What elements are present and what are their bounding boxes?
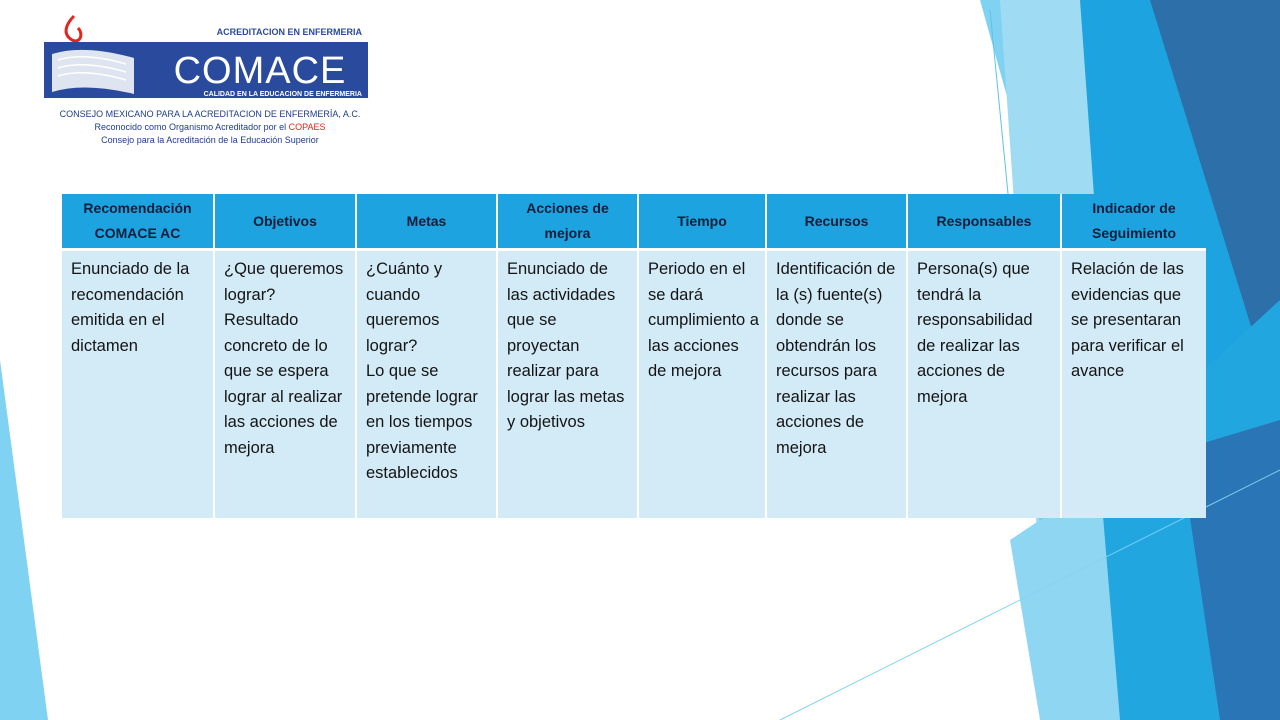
logo-bottom-text: CALIDAD EN LA EDUCACION DE ENFERMERIA bbox=[203, 91, 362, 98]
council-full-name: Consejo para la Acreditación de la Educación Superior bbox=[101, 135, 319, 145]
header-tiempo: Tiempo bbox=[638, 194, 766, 250]
cell-objetivos: ¿Que queremos lograr? Resultado concreto de lo que se espera lograr al realizar las acciones de mejora bbox=[214, 250, 356, 519]
recognition-prefix: Reconocido como Organismo Acreditador por el bbox=[94, 122, 287, 132]
comace-logo bbox=[44, 14, 368, 100]
cell-tiempo: Periodo en el se dará cumplimiento a las acciones de mejora bbox=[638, 250, 766, 519]
header-indicador: Indicador de Seguimiento bbox=[1061, 194, 1206, 250]
header-acciones: Acciones de mejora bbox=[497, 194, 638, 250]
header-metas: Metas bbox=[356, 194, 497, 250]
header-recursos: Recursos bbox=[766, 194, 907, 250]
improvement-plan-table bbox=[62, 194, 1206, 518]
cell-recursos: Identificación de la (s) fuente(s) donde se obtendrán los recursos para realizar las acciones de mejora bbox=[766, 250, 907, 519]
cell-recomendacion: Enunciado de la recomendación emitida en el dictamen bbox=[62, 250, 214, 519]
cell-acciones: Enunciado de las actividades que se proyectan realizar para lograr las metas y objetivos bbox=[497, 250, 638, 519]
copaes-label: COPAES bbox=[288, 122, 326, 132]
logo-top-text: ACREDITACION EN ENFERMERIA bbox=[216, 27, 362, 37]
table-header-row bbox=[62, 194, 1206, 250]
cell-responsables: Persona(s) que tendrá la responsabilidad de realizar las acciones de mejora bbox=[907, 250, 1061, 519]
decor-light-left bbox=[0, 360, 48, 720]
header-responsables: Responsables bbox=[907, 194, 1061, 250]
table-row bbox=[62, 250, 1206, 519]
header-recomendacion: Recomendación COMACE AC bbox=[62, 194, 214, 250]
book-icon bbox=[52, 50, 134, 94]
cell-indicador: Relación de las evidencias que se presentaran para verificar el avance bbox=[1061, 250, 1206, 519]
organization-subtitle bbox=[20, 108, 400, 147]
council-name: CONSEJO MEXICANO PARA LA ACREDITACION DE ENFERMERÍA, A.C. bbox=[59, 109, 361, 119]
logo-main-text: COMACE bbox=[173, 50, 347, 92]
logo-flame-icon bbox=[66, 16, 81, 41]
cell-metas: ¿Cuánto y cuando queremos lograr? Lo que se pretende lograr en los tiempos previamente establecidos bbox=[356, 250, 497, 519]
recognition-line bbox=[20, 121, 400, 134]
header-objetivos: Objetivos bbox=[214, 194, 356, 250]
